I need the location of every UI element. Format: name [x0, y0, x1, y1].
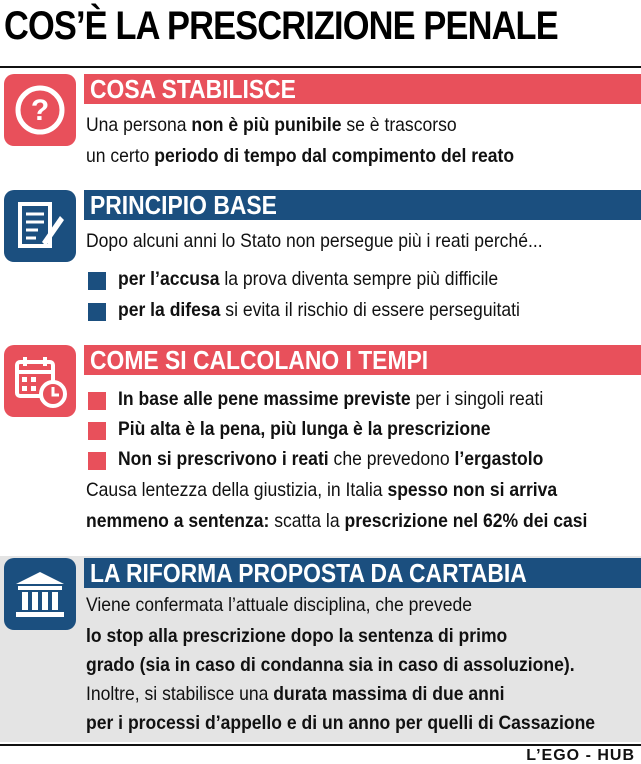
page-title: COS’È LA PRESCRIZIONE PENALE	[4, 4, 558, 48]
document-pen-icon	[4, 190, 76, 262]
section-text-line: nemmeno a sentenza: scatta la prescrizione nel 62% dei casi	[86, 510, 588, 532]
section-header: COME SI CALCOLANO I TEMPI	[84, 345, 641, 375]
section-header: PRINCIPIO BASE	[84, 190, 641, 220]
section-text-line: Una persona non è più punibile se è trascorso	[86, 114, 457, 136]
svg-text:?: ?	[30, 94, 50, 127]
bullet-text: In base alle pene massime previste per i singoli reati	[118, 388, 544, 410]
divider	[0, 744, 641, 746]
bullet-marker	[88, 452, 106, 470]
section-text-line: Viene confermata l’attuale disciplina, che prevede	[86, 594, 473, 616]
courthouse-icon	[4, 558, 76, 630]
calendar-clock-icon	[4, 345, 76, 417]
section-text-line: un certo periodo di tempo dal compimento del reato	[86, 145, 515, 167]
question-mark-icon	[4, 74, 76, 146]
section-text-line: per i processi d’appello e di un anno per quelli di Cassazione	[86, 712, 596, 734]
section-intro: Dopo alcuni anni lo Stato non persegue più i reati perché...	[86, 230, 543, 252]
bullet-text: per la difesa si evita il rischio di essere perseguitati	[118, 299, 520, 321]
bullet-text: per l’accusa la prova diventa sempre più difficile	[118, 268, 499, 290]
section-header: LA RIFORMA PROPOSTA DA CARTABIA	[84, 558, 641, 588]
bullet-marker	[88, 392, 106, 410]
bullet-marker	[88, 303, 106, 321]
bullet-text: Più alta è la pena, più lunga è la prescrizione	[118, 418, 491, 440]
bullet-text: Non si prescrivono i reati che prevedono l’ergastolo	[118, 448, 544, 470]
bullet-marker	[88, 272, 106, 290]
section-text-line: lo stop alla prescrizione dopo la sentenza di primo	[86, 625, 508, 647]
section-text-line: Inoltre, si stabilisce una durata massima di due anni	[86, 683, 505, 705]
bullet-marker	[88, 422, 106, 440]
section-text-line: grado (sia in caso di condanna sia in caso di assoluzione).	[86, 654, 575, 676]
section-text-line: Causa lentezza della giustizia, in Italia spesso non si arriva	[86, 479, 558, 501]
divider	[0, 66, 641, 68]
credit-label: L’EGO - HUB	[526, 747, 635, 764]
section-header: COSA STABILISCE	[84, 74, 641, 104]
